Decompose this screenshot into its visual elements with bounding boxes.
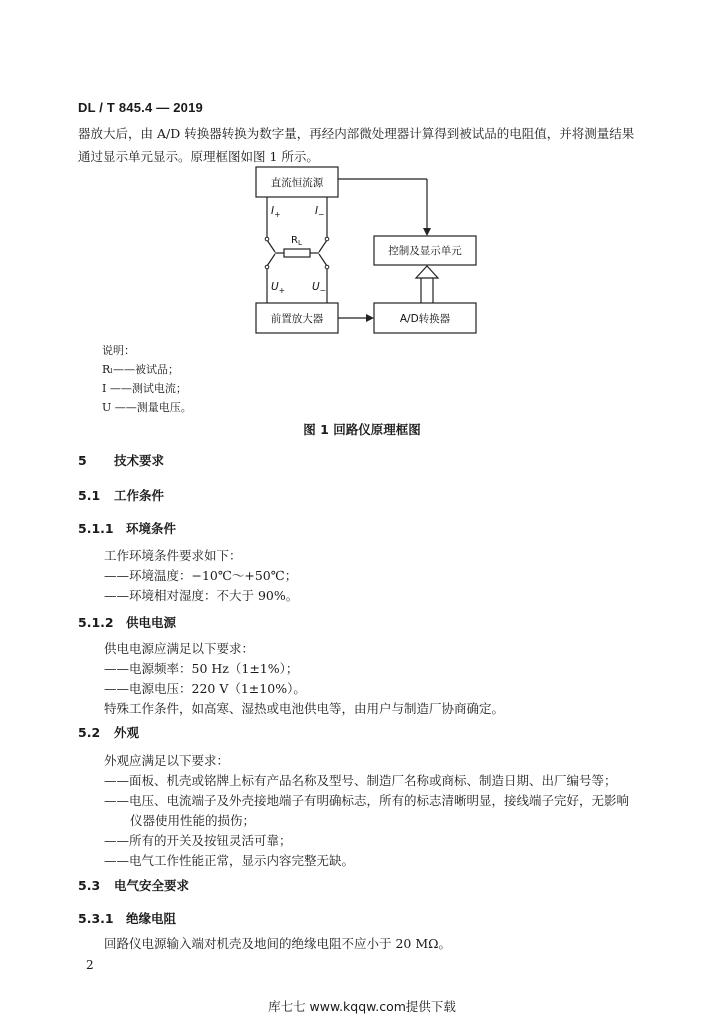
list-item: ——面板、机壳或铭牌上标有产品名称及型号、制造厂名称或商标、制造日期、出厂编号等； [104,773,617,788]
section-heading-5-2: 5.2 外观 [78,725,140,740]
list-item: ——电压、电流端子及外壳接地端子有明确标志，所有的标志清晰明显，接线端子完好，无影响 [104,793,630,808]
resistor-rl [284,249,310,257]
paragraph: 外观应满足以下要求： [104,753,230,768]
list-item-continuation: 仪器使用性能的损伤； [130,813,256,828]
section-heading-5: 5 技术要求 [78,453,165,468]
list-item: ——所有的开关及按钮灵活可靠； [104,833,292,848]
intro-line-1: 器放大后，由 A/D 转换器转换为数字量，再经内部微处理器计算得到被试品的电阻值，并将测量结果 [78,126,635,141]
list-item: ——电气工作性能正常，显示内容完整无缺。 [104,853,355,868]
label-u-plus: U [271,281,279,293]
svg-text:I+: $I_+$ [271,205,281,219]
paragraph: 回路仪电源输入端对机壳及地间的绝缘电阻不应小于 20 MΩ。 [104,936,452,951]
footer-watermark: 库七七 www.kqqw.com提供下载 [268,999,456,1014]
document-code: DL / T 845.4 — 2019 [78,100,203,115]
legend-title: 说明： [102,344,135,357]
label-i-minus: I [315,205,319,217]
svg-text:U+: $U_+$ [271,281,285,295]
section-heading-5-1-1: 5.1.1 环境条件 [78,521,177,536]
intro-line-2: 通过显示单元显示。原理框图如图 1 所示。 [78,149,319,164]
figure-caption: 图 1 回路仪原理框图 [303,422,421,437]
section-heading-5-3: 5.3 电气安全要求 [78,878,190,893]
svg-text:RL: $R_L$ [291,235,302,247]
svg-text:I−: $I_-$ [315,205,325,219]
paragraph: 工作环境条件要求如下： [104,548,242,563]
source-label: 直流恒流源 [270,177,324,189]
section-heading-5-3-1: 5.3.1 绝缘电阻 [78,911,177,926]
section-heading-5-1-2: 5.1.2 供电电源 [78,615,177,630]
section-heading-5-1: 5.1 工作条件 [78,488,165,503]
adc-label: A/D转换器 [399,313,451,325]
legend-item: U ——测量电压。 [102,401,192,414]
legend-item: Rₗ——被试品； [102,363,179,376]
paragraph: 特殊工作条件，如高寒、湿热或电池供电等，由用户与制造厂协商确定。 [104,701,505,716]
paragraph: 供电电源应满足以下要求： [104,641,255,656]
legend-item: I ——测试电流； [102,382,187,395]
list-item: ——环境相对湿度：不大于 90%。 [104,588,299,603]
preamp-label: 前置放大器 [270,313,324,325]
list-item: ——电源电压：220 V（1±10%）。 [104,681,306,696]
svg-text:U−: $U_-$ [312,281,326,295]
control-label: 控制及显示单元 [388,245,462,257]
list-item: ——环境温度：−10℃～+50℃； [104,568,298,583]
label-rl: R [291,235,298,246]
label-i-plus: I [271,205,275,217]
list-item: ——电源频率：50 Hz（1±1%）； [104,661,299,676]
label-u-minus: U [312,281,320,293]
page-number: 2 [86,958,94,972]
